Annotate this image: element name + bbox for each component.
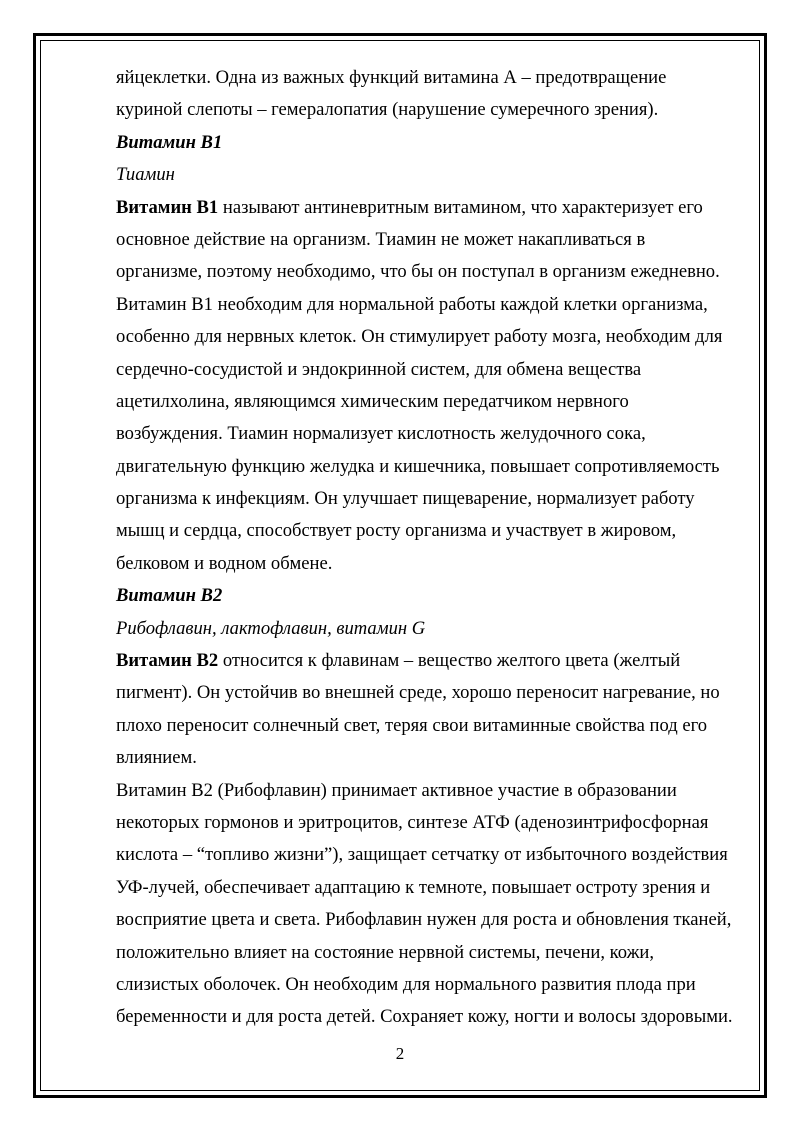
- paragraph-line: ацетилхолина, являющимся химическим передатчиком нервного: [116, 390, 629, 412]
- paragraph-line: организма к инфекциям. Он улучшает пищеварение, нормализует работу: [116, 488, 695, 510]
- paragraph-line: пигмент). Он устойчив во внешней среде, хорошо переносит нагревание, но: [116, 682, 720, 704]
- section-subheading: Рибофлавин, лактофлавин, витамин G: [116, 617, 426, 639]
- paragraph-line: сердечно-сосудистой и эндокринной систем, для обмена вещества: [116, 358, 642, 380]
- paragraph-line: УФ-лучей, обеспечивает адаптацию к темноте, повышает остроту зрения и: [116, 876, 711, 898]
- paragraph-line: Витамин В2 (Рибофлавин) принимает активное участие в образовании: [116, 779, 677, 801]
- paragraph-line: мышц и сердца, способствует росту организма и участвует в жировом,: [116, 520, 677, 542]
- paragraph-line: основное действие на организм. Тиамин не может накапливаться в: [116, 228, 646, 250]
- paragraph-line: белковом и водном обмене.: [116, 552, 333, 574]
- paragraph-line: особенно для нервных клеток. Он стимулирует работу мозга, необходим для: [116, 326, 723, 348]
- paragraph-line: [116, 645, 746, 677]
- lead-term: Витамин В1: [116, 196, 219, 218]
- section-heading: Витамин В1: [116, 131, 223, 153]
- lead-text: называют антиневритным витамином, что характеризует его: [218, 196, 703, 218]
- paragraph-line: беременности и для роста детей. Сохраняет кожу, ногти и волосы здоровыми.: [116, 1006, 733, 1028]
- lead-term: Витамин В2: [116, 650, 219, 672]
- paragraph-line: куриной слепоты – гемералопатия (нарушение сумеречного зрения).: [116, 99, 659, 121]
- paragraph-line: [116, 192, 746, 224]
- paragraph-line: некоторых гормонов и эритроцитов, синтезе АТФ (аденозинтрифосфорная: [116, 811, 709, 833]
- paragraph-line: кислота – “топливо жизни”), защищает сетчатку от избыточного воздействия: [116, 844, 728, 866]
- paragraph-line: Витамин В1 необходим для нормальной работы каждой клетки организма,: [116, 293, 708, 315]
- paragraph-line: восприятие цвета и света. Рибофлавин нужен для роста и обновления тканей,: [116, 909, 732, 931]
- document-body: [116, 62, 746, 1034]
- section-heading: Витамин В2: [116, 585, 223, 607]
- lead-text: относится к флавинам – вещество желтого цвета (желтый: [218, 650, 681, 672]
- paragraph-line: возбуждения. Тиамин нормализует кислотность желудочного сока,: [116, 423, 646, 445]
- paragraph-line: двигательную функцию желудка и кишечника, повышает сопротивляемость: [116, 455, 720, 477]
- paragraph-line: яйцеклетки. Одна из важных функций витамина А – предотвращение: [116, 67, 667, 88]
- paragraph-line: организме, поэтому необходимо, что бы он поступал в организм ежедневно.: [116, 261, 720, 283]
- paragraph-line: плохо переносит солнечный свет, теряя свои витаминные свойства под его: [116, 714, 708, 736]
- page-number: 2: [395, 1044, 405, 1063]
- paragraph-line: влиянием.: [116, 747, 197, 769]
- paragraph-line: слизистых оболочек. Он необходим для нормального развития плода при: [116, 973, 696, 995]
- section-subheading: Тиамин: [116, 164, 175, 186]
- paragraph-line: положительно влияет на состояние нервной системы, печени, кожи,: [116, 941, 655, 963]
